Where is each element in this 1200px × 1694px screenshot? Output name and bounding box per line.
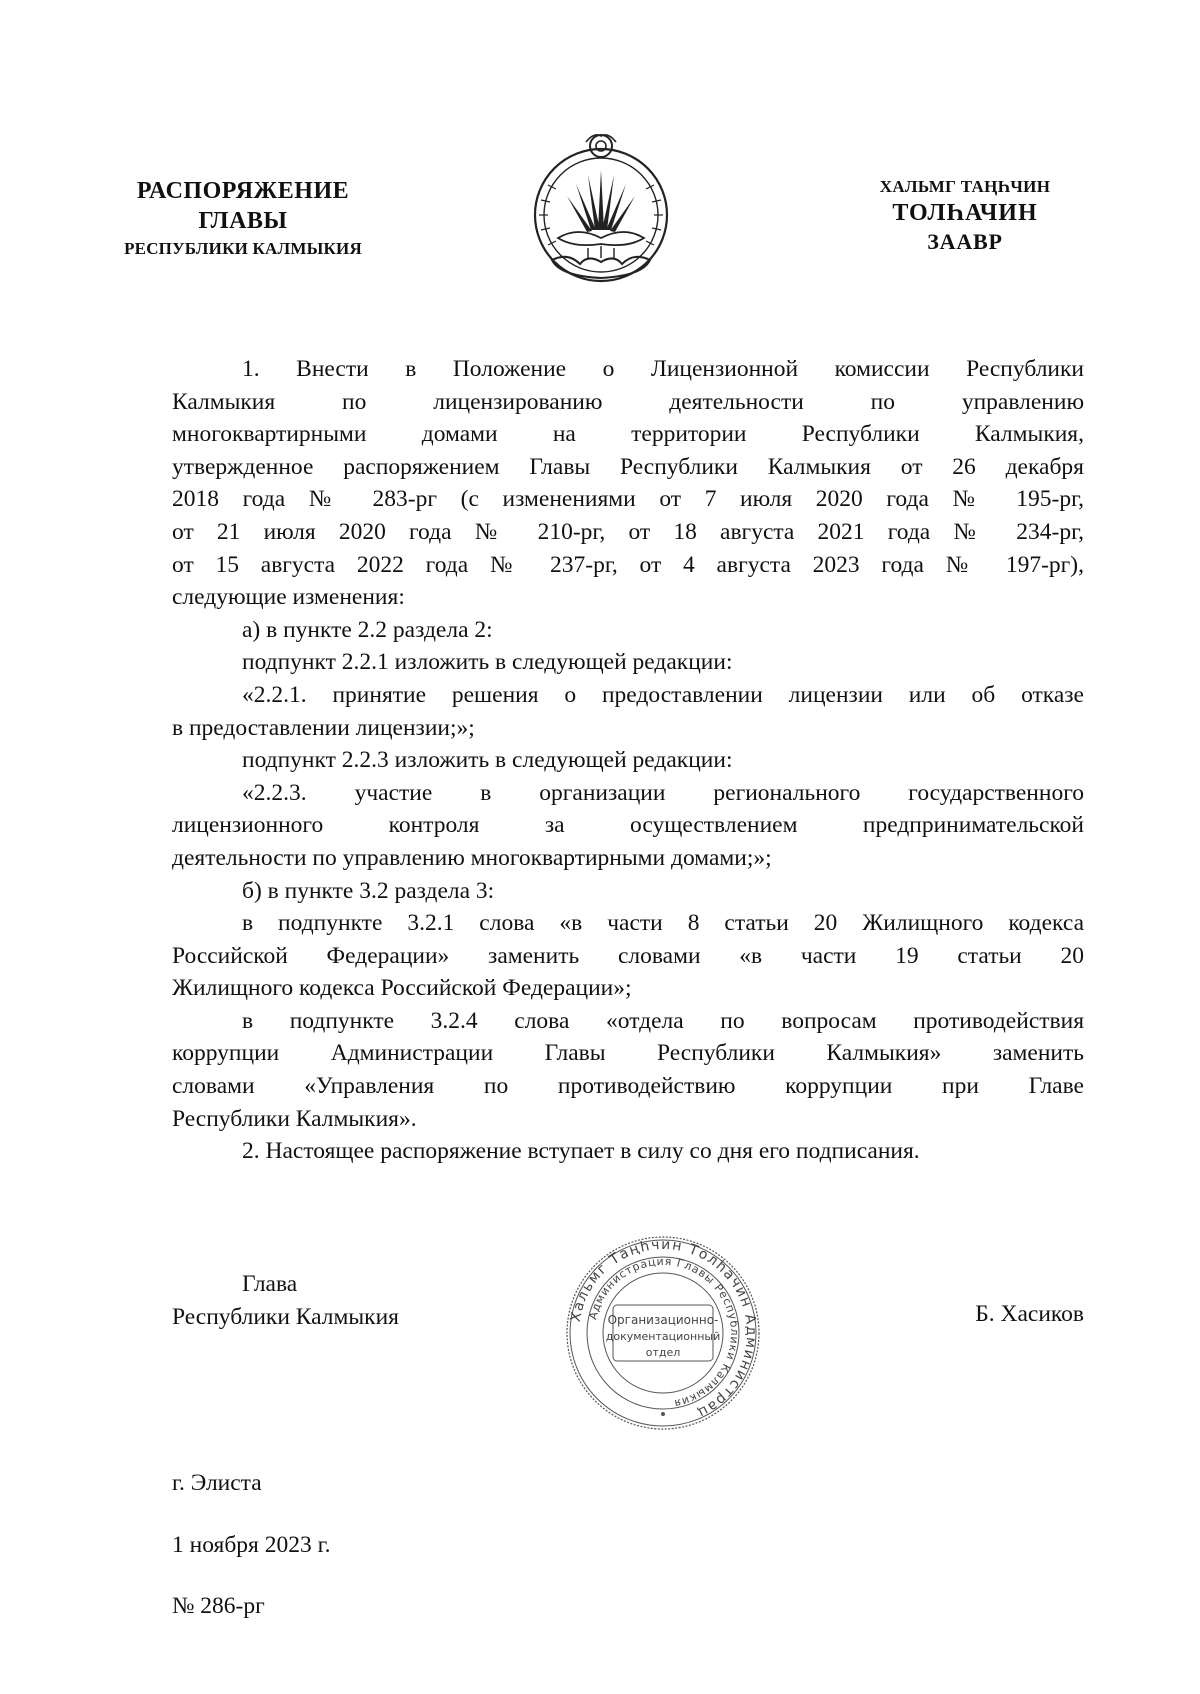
signature-role-line2: Республики Калмыкия — [172, 1303, 399, 1330]
document-date: 1 ноября 2023 г. — [172, 1532, 331, 1558]
body-line: 2018 года № 283-рг (с изменениями от 7 июля 2020 года № 195-рг, — [172, 486, 1084, 513]
document-body — [172, 353, 1084, 1168]
body-line: Калмыкия по лицензированию деятельности по управлению — [172, 388, 1084, 415]
stamp-center-line2: документационный — [605, 1330, 721, 1343]
official-stamp-icon — [563, 1233, 763, 1433]
header-right — [840, 176, 1090, 257]
body-line: в подпункте 3.2.4 слова «отдела по вопросам противодействия — [242, 1007, 1084, 1034]
body-line: 2. Настоящее распоряжение вступает в силу со дня его подписания. — [242, 1138, 920, 1165]
body-line: утвержденное распоряжением Главы Республики Калмыкия от 26 декабря — [172, 453, 1084, 480]
signature-role-line1: Глава — [242, 1271, 298, 1297]
body-line: в подпункте 3.2.1 слова «в части 8 статьи 20 Жилищного кодекса — [242, 910, 1084, 937]
body-line: «2.2.3. участие в организации регионального государственного — [242, 779, 1084, 806]
signature-name: Б. Хасиков — [975, 1301, 1084, 1327]
body-line: в предоставлении лицензии;»; — [172, 714, 475, 741]
header-right-subtitle: ЗААВР — [927, 229, 1003, 255]
header-left-region: РЕСПУБЛИКИ КАЛМЫКИЯ — [124, 239, 362, 258]
document-city: г. Элиста — [172, 1470, 262, 1496]
header-left-title: РАСПОРЯЖЕНИЕ — [136, 178, 350, 204]
body-line: Республики Калмыкия». — [172, 1105, 417, 1132]
stamp-center-line1: Организационно- — [607, 1313, 719, 1327]
body-line: от 15 августа 2022 года № 237-рг, от 4 августа 2023 года № 197-рг), — [172, 551, 1084, 578]
header-right-region: ХАЛЬМГ ТАҢҺЧИН — [879, 177, 1051, 196]
coat-of-arms-emblem-icon — [528, 130, 674, 290]
body-line: словами «Управления по противодействию коррупции при Главе — [172, 1073, 1084, 1100]
body-line: а) в пункте 2.2 раздела 2: — [242, 616, 493, 643]
body-line: Жилищного кодекса Российской Федерации»; — [172, 975, 632, 1002]
stamp-inner-text: Администрация Главы Республики Калмыкия — [586, 1254, 742, 1411]
header-right-title: ТОЛҺАЧИН — [892, 199, 1038, 226]
body-line: «2.2.1. принятие решения о предоставлении лицензии или об отказе — [242, 681, 1084, 708]
stamp-outer-text: Хальмг Таңһчин Толһачин Администрац — [567, 1236, 760, 1422]
document-number: № 286-рг — [172, 1593, 265, 1619]
body-line: коррупции Администрации Главы Республики Калмыкия» заменить — [172, 1040, 1084, 1067]
header-left-subtitle: ГЛАВЫ — [198, 208, 288, 234]
body-line: подпункт 2.2.3 изложить в следующей редакции: — [242, 747, 733, 774]
body-line: подпункт 2.2.1 изложить в следующей редакции: — [242, 649, 733, 676]
body-line: 1. Внести в Положение о Лицензионной комиссии Республики — [242, 356, 1084, 382]
body-line: Российской Федерации» заменить словами «в части 19 статьи 20 — [172, 942, 1084, 969]
body-line: от 21 июля 2020 года № 210-рг, от 18 августа 2021 года № 234-рг, — [172, 518, 1084, 545]
header-left — [88, 176, 398, 259]
body-line: многоквартирными домами на территории Республики Калмыкия, — [172, 421, 1084, 448]
signature-role — [172, 1268, 399, 1333]
body-line: следующие изменения: — [172, 584, 405, 611]
body-line: б) в пункте 3.2 раздела 3: — [242, 877, 495, 904]
body-line: деятельности по управлению многоквартирными домами;»; — [172, 844, 772, 871]
stamp-center-line3: отдел — [645, 1346, 681, 1359]
body-line: лицензионного контроля за осуществлением предпринимательской — [172, 812, 1084, 839]
